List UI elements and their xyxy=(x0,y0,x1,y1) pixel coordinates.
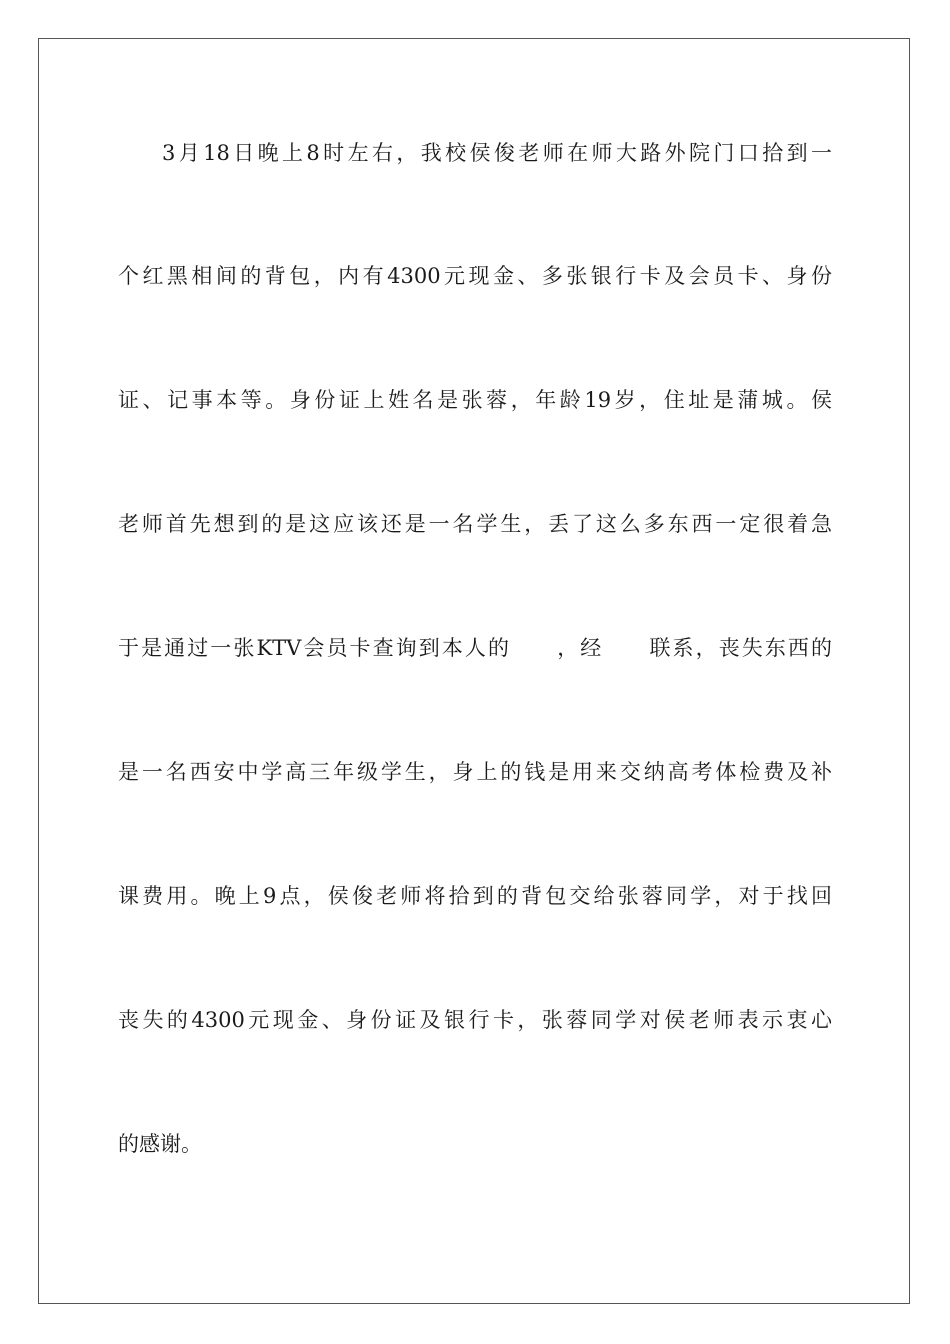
paragraph-line-2: 个红黑相间的背包，内有4300元现金、多张银行卡及会员卡、身份 xyxy=(118,264,832,288)
paragraph-line-7: 课费用。晚上9点，侯俊老师将拾到的背包交给张蓉同学，对于找回 xyxy=(118,884,832,908)
paragraph-line-6: 是一名西安中学高三年级学生，身上的钱是用来交纳高考体检费及补 xyxy=(118,760,832,784)
paragraph-line-4: 老师首先想到的是这应该还是一名学生，丢了这么多东西一定很着急 xyxy=(118,512,832,536)
paragraph-line-9: 的感谢。 xyxy=(118,1132,202,1156)
page-border xyxy=(38,38,910,1304)
paragraph-line-1: 3月18日晚上8时左右，我校侯俊老师在师大路外院门口拾到一 xyxy=(162,141,832,165)
paragraph-line-5: 于是通过一张KTV会员卡查询到本人的 ，经 联系，丧失东西的 xyxy=(118,636,832,660)
paragraph-line-8: 丧失的4300元现金、身份证及银行卡，张蓉同学对侯老师表示衷心 xyxy=(118,1008,832,1032)
paragraph-line-3: 证、记事本等。身份证上姓名是张蓉，年龄19岁，住址是蒲城。侯 xyxy=(118,388,832,412)
